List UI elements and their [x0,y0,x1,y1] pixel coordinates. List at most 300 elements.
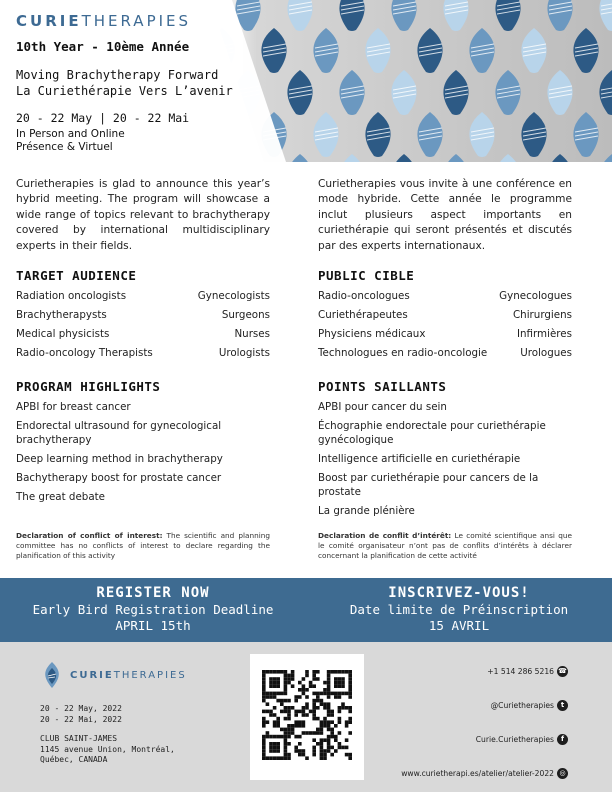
qr-module [316,731,320,735]
qr-module [320,720,324,724]
qr-module [269,735,273,739]
qr-module [320,738,324,742]
qr-module [316,717,320,721]
qr-module [312,670,316,674]
audience-row: Radio-oncology Therapists Urologists [16,347,270,359]
qr-module [262,746,266,750]
qr-module [305,688,309,692]
qr-module [266,756,270,760]
qr-module [302,692,306,696]
qr-module [338,692,342,696]
qr-module [327,684,331,688]
qr-module [345,753,349,757]
qr-module [266,720,270,724]
twitter-icon: t [557,700,568,711]
qr-module [262,681,266,685]
qr-module [287,699,291,703]
qr-module [338,670,342,674]
qr-module [327,728,331,732]
qr-module [348,684,352,688]
event-info: 20 - 22 May, 2022 20 - 22 Mai, 2022 CLUB SAINT-JAMES 1145 avenue Union, Montréal, Québec, CANADA [40,704,175,764]
qr-module [284,692,288,696]
qr-module [312,706,316,710]
qr-module [276,692,280,696]
qr-module [284,731,288,735]
qr-module [284,706,288,710]
qr-module [330,746,334,750]
facebook-icon: f [557,734,568,745]
qr-module [327,742,331,746]
deadline-label: Date limite de Préinscription [349,602,569,617]
qr-module [327,702,331,706]
qr-module [273,735,277,739]
qr-module [269,684,273,688]
declaration-en: Declaration of conflict of interest: The scientific and planning committee has no conflicts of interest to declare regarding the planification of this activity [16,531,271,560]
globe-icon: ◎ [557,768,568,779]
qr-module [341,692,345,696]
qr-module [266,710,270,714]
qr-module [276,756,280,760]
qr-module [276,670,280,674]
qr-module [348,677,352,681]
qr-module [284,677,288,681]
qr-module [269,681,273,685]
intro-text: Curietherapies is glad to announce this year’s hybrid meeting. The program will showcase a wide range of topics relevant to brachytherapy covered by international multidisciplinary experts in their fields. [16,178,270,252]
qr-module [276,681,280,685]
qr-module [341,681,345,685]
qr-module [334,735,338,739]
intro-text: Curietherapies vous invite à une conférence en mode hybride. Cette année le programme inclut plusieurs aspect importants en curiethérapie qui seront présentés et discutés par des experts internationaux. [318,178,572,252]
phone-icon: ☎ [558,667,567,675]
qr-module [341,677,345,681]
qr-module [298,720,302,724]
qr-module [269,756,273,760]
qr-module [348,706,352,710]
highlights-title: POINTS SAILLANTS [318,379,447,394]
event-mode: In Person and Online Présence & Virtuel [16,128,125,153]
qr-module [273,746,277,750]
qr-module [294,735,298,739]
qr-module [287,681,291,685]
qr-module [305,706,309,710]
qr-module [348,670,352,674]
qr-module [284,738,288,742]
qr-module [316,695,320,699]
qr-module [327,724,331,728]
highlight-item: APBI pour cancer du sein [318,401,447,413]
qr-module [284,684,288,688]
qr-module [284,710,288,714]
qr-module [341,670,345,674]
qr-module [302,724,306,728]
qr-module [309,710,313,714]
qr-module [262,710,266,714]
qr-module [287,717,291,721]
qr-module [327,710,331,714]
highlight-item: La grande plénière [318,505,415,517]
qr-module [334,695,338,699]
qr-module [348,695,352,699]
qr-module [280,702,284,706]
qr-module [269,742,273,746]
qr-module [334,692,338,696]
highlight-item: Échographie endorectale pour curiethérapie gynécologique [318,420,546,446]
qr-module [338,681,342,685]
qr-module [298,688,302,692]
qr-module [280,735,284,739]
qr-module [323,756,327,760]
qr-module [338,695,342,699]
qr-module [273,742,277,746]
audience-list [16,290,270,366]
qr-module [312,677,316,681]
register-fr[interactable] [306,584,612,634]
qr-module [312,702,316,706]
deadline-label: Early Bird Registration Deadline [32,602,274,617]
qr-module [327,749,331,753]
qr-module [345,706,349,710]
qr-module [294,695,298,699]
qr-module [330,728,334,732]
qr-module [291,728,295,732]
qr-module [327,720,331,724]
qr-module [262,742,266,746]
qr-module [262,724,266,728]
qr-module [348,681,352,685]
qr-module [320,746,324,750]
qr-module [284,728,288,732]
qr-module [312,699,316,703]
qr-module [284,746,288,750]
qr-module [345,724,349,728]
qr-module [284,681,288,685]
audience-list [318,290,572,366]
qr-module [276,720,280,724]
qr-module [305,674,309,678]
qr-module [284,756,288,760]
qr-module [280,699,284,703]
qr-module [276,749,280,753]
qr-module [262,684,266,688]
qr-module [294,749,298,753]
twitter-contact[interactable]: @Curietherapies t [368,688,568,722]
qr-module [312,710,316,714]
audience-row: Radiation oncologists Gynecologists [16,290,270,302]
qr-module [294,710,298,714]
highlights-list [318,400,572,518]
qr-module [338,731,342,735]
qr-module [341,684,345,688]
qr-module [320,742,324,746]
qr-module [348,688,352,692]
qr-module [316,677,320,681]
qr-module [273,724,277,728]
qr-module [287,724,291,728]
qr-module [334,749,338,753]
qr-module [287,742,291,746]
qr-module [291,706,295,710]
qr-module [305,713,309,717]
qr-module [294,724,298,728]
qr-module [266,670,270,674]
qr-module [291,674,295,678]
qr-module [327,713,331,717]
audience-row: Brachytherapysts Surgeons [16,309,270,321]
qr-module [294,720,298,724]
qr-module [287,677,291,681]
qr-module [280,670,284,674]
event-year: 10th Year - 10ème Année [16,39,190,54]
qr-module [312,674,316,678]
qr-module [284,670,288,674]
audience-row: Physiciens médicaux Infirmières [318,328,572,340]
highlight-item: Boost par curiethérapie pour cancers de la prostate [318,472,539,498]
qr-module [269,670,273,674]
qr-module [284,742,288,746]
qr-module [330,713,334,717]
qr-module [302,731,306,735]
qr-module [266,702,270,706]
qr-module [302,688,306,692]
qr-module [312,749,316,753]
highlight-item: Endorectal ultrasound for gynecological brachytherapy [16,420,222,446]
qr-module [305,670,309,674]
audience-title: PUBLIC CIBLE [318,268,415,283]
qr-module [284,688,288,692]
logo-mark-icon [40,660,64,690]
highlight-item: Bachytherapy boost for prostate cancer [16,472,222,484]
qr-module [338,717,342,721]
qr-module [262,720,266,724]
qr-module [273,706,277,710]
qr-module [341,746,345,750]
qr-module [345,738,349,742]
qr-module [273,713,277,717]
qr-module [291,677,295,681]
qr-module [266,692,270,696]
qr-module [287,753,291,757]
qr-module [302,684,306,688]
qr-code[interactable] [250,654,364,780]
qr-module [345,720,349,724]
qr-module [287,735,291,739]
qr-module [276,717,280,721]
qr-module [320,702,324,706]
qr-module [323,717,327,721]
qr-module [320,756,324,760]
audience-row: Technologues en radio-oncologie Urologues [318,347,572,359]
qr-module [334,681,338,685]
qr-module [298,695,302,699]
qr-module [323,706,327,710]
qr-module [298,681,302,685]
audience-row: Medical physicists Nurses [16,328,270,340]
highlight-item: Deep learning method in brachytherapy [16,453,223,465]
qr-module [280,756,284,760]
qr-module [327,735,331,739]
contacts [368,654,568,790]
qr-module [316,699,320,703]
qr-module [273,692,277,696]
qr-module [287,674,291,678]
qr-module [302,749,306,753]
qr-module [269,746,273,750]
qr-module [287,706,291,710]
inscrivez-vous-label[interactable]: INSCRIVEZ-VOUS! [388,585,530,601]
qr-module [284,753,288,757]
qr-module [276,742,280,746]
qr-module [327,681,331,685]
qr-module [266,735,270,739]
qr-module [330,692,334,696]
website-link[interactable]: www.curietherapi.es/atelier/atelier-2022 ◎ [368,756,568,790]
header [0,0,612,162]
qr-module [330,753,334,757]
qr-module [269,710,273,714]
qr-module [302,706,306,710]
qr-module [273,720,277,724]
qr-module [320,749,324,753]
qr-module [334,684,338,688]
qr-module [348,756,352,760]
qr-module [291,731,295,735]
qr-module [276,746,280,750]
qr-module [323,753,327,757]
qr-module [312,746,316,750]
qr-module [334,670,338,674]
qr-module [294,713,298,717]
qr-module [302,753,306,757]
event-dates: 20 - 22 May | 20 - 22 Mai [16,111,190,125]
qr-module [330,720,334,724]
qr-module [312,731,316,735]
footer-logo: CURIETHERAPIES [40,660,187,690]
qr-module [320,731,324,735]
qr-module [302,720,306,724]
qr-module [262,674,266,678]
qr-module [309,684,313,688]
register-en[interactable] [0,584,306,634]
qr-module [262,749,266,753]
qr-module [276,735,280,739]
qr-module [338,746,342,750]
qr-module [348,692,352,696]
french-column [318,177,572,523]
qr-module [341,702,345,706]
qr-module [312,713,316,717]
qr-module [284,717,288,721]
audience-row: Curiethérapeutes Chirurgiens [318,309,572,321]
qr-module [287,713,291,717]
qr-module [291,684,295,688]
qr-module [294,699,298,703]
qr-module [298,742,302,746]
qr-module [266,695,270,699]
qr-module [348,717,352,721]
qr-module [348,720,352,724]
qr-module [305,702,309,706]
qr-module [348,674,352,678]
qr-module [262,756,266,760]
logo: CURIETHERAPIES [16,12,192,30]
qr-module [348,710,352,714]
highlight-item: Intelligence artificielle en curiethérapie [318,453,521,465]
qr-module [262,695,266,699]
qr-module [294,746,298,750]
qr-module [323,688,327,692]
qr-module [312,717,316,721]
qr-module [345,692,349,696]
qr-module [327,695,331,699]
english-column [16,177,270,509]
qr-module [312,738,316,742]
qr-module [338,710,342,714]
qr-module [298,753,302,757]
qr-module [320,753,324,757]
qr-module [323,702,327,706]
qr-module [269,677,273,681]
qr-module [284,699,288,703]
qr-module [262,753,266,757]
qr-module [276,684,280,688]
registration-banner [0,578,612,642]
qr-module [284,735,288,739]
deadline-date: 15 AVRIL [428,618,490,633]
deadline-date: APRIL 15th [115,618,191,633]
qr-module [276,677,280,681]
qr-module [305,731,309,735]
facebook-contact[interactable]: Curie.Curietherapies f [368,722,568,756]
qr-module [330,670,334,674]
qr-module [302,677,306,681]
phone-contact[interactable]: +1 514 286 5216 ☎ [487,666,567,676]
qr-module [309,731,313,735]
qr-module [338,742,342,746]
qr-module [262,738,266,742]
qr-module [262,735,266,739]
qr-module [348,731,352,735]
qr-module [334,724,338,728]
qr-module [330,710,334,714]
qr-module [298,710,302,714]
qr-module [269,713,273,717]
qr-module [327,670,331,674]
qr-module [262,717,266,721]
qr-module [284,749,288,753]
qr-module [276,699,280,703]
qr-module [269,695,273,699]
highlight-item: APBI for breast cancer [16,401,131,413]
qr-module [323,724,327,728]
qr-module [298,735,302,739]
qr-module [309,681,313,685]
qr-module [320,728,324,732]
qr-module [262,677,266,681]
qr-module [262,699,266,703]
audience-row: Radio-oncologues Gynecologues [318,290,572,302]
qr-module [327,692,331,696]
qr-module [287,710,291,714]
qr-module [323,738,327,742]
qr-module [316,670,320,674]
qr-module [338,677,342,681]
qr-module [330,735,334,739]
qr-module [287,731,291,735]
qr-module [323,692,327,696]
highlights-list [16,400,270,504]
register-now-label[interactable]: REGISTER NOW [96,585,210,601]
qr-module [280,710,284,714]
